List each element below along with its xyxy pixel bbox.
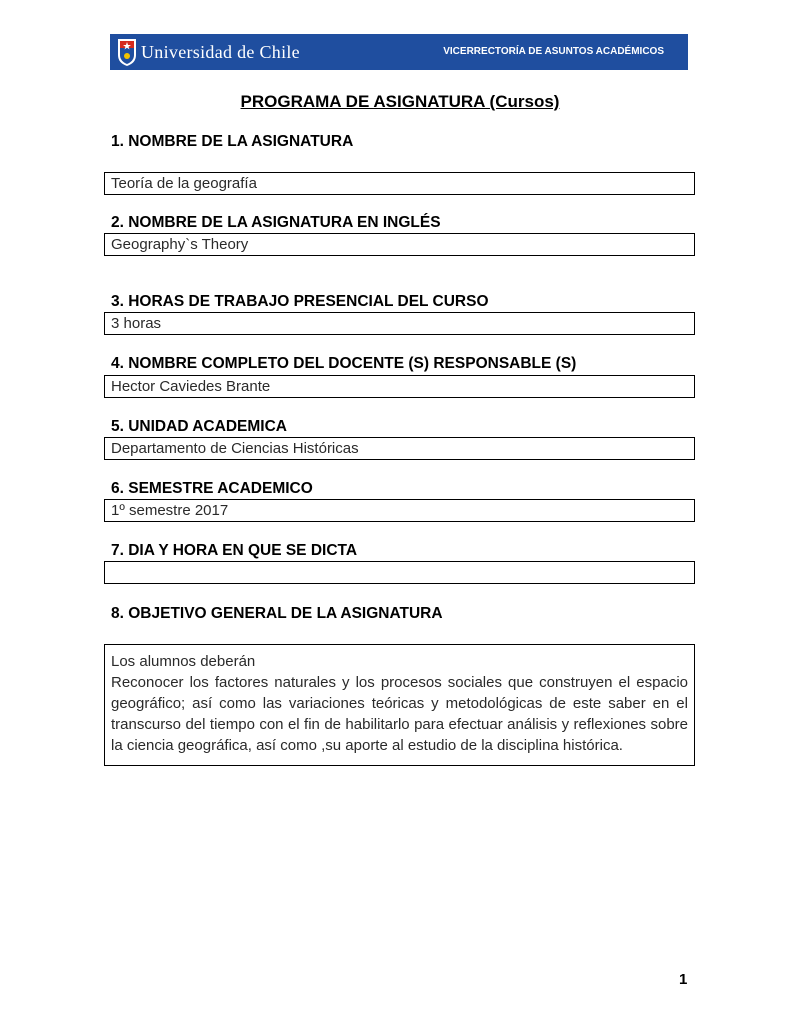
objective-intro: Los alumnos deberán <box>111 653 256 670</box>
section-heading-1: 1. NOMBRE DE LA ASIGNATURA <box>111 133 354 150</box>
section-heading-5: 5. UNIDAD ACADEMICA <box>111 418 287 435</box>
section-value-5: Departamento de Ciencias Históricas <box>104 437 695 460</box>
section-heading-7: 7. DIA Y HORA EN QUE SE DICTA <box>111 542 358 559</box>
section-heading-8: 8. OBJETIVO GENERAL DE LA ASIGNATURA <box>111 605 443 622</box>
objective-box <box>104 644 695 766</box>
section-value-7 <box>104 561 695 584</box>
page-number: 1 <box>679 971 688 988</box>
university-crest-icon <box>116 37 138 67</box>
page-title: PROGRAMA DE ASIGNATURA (Cursos) <box>240 92 560 111</box>
section-value-3: 3 horas <box>104 312 695 335</box>
section-value-4: Hector Caviedes Brante <box>104 375 695 398</box>
section-value-1: Teoría de la geografía <box>104 172 695 195</box>
section-value-6: 1º semestre 2017 <box>104 499 695 522</box>
vicerrectoria-label: VICERRECTORÍA DE ASUNTOS ACADÉMICOS <box>443 46 664 57</box>
section-heading-3: 3. HORAS DE TRABAJO PRESENCIAL DEL CURSO <box>111 293 489 310</box>
section-value-2: Geography`s Theory <box>104 233 695 256</box>
section-heading-4: 4. NOMBRE COMPLETO DEL DOCENTE (S) RESPONSABLE (S) <box>111 355 577 372</box>
objective-text: Reconocer los factores naturales y los procesos sociales que construyen el espacio geográfico; así como las variaciones teóricas y metodológicas de este saber en el transcurso del tiempo con el fin de habilitarlo para efectuar análisis y reflexiones sobre la ciencia geográfica, así como ,su aporte al estudio de la disciplina histórica. <box>111 674 688 754</box>
header-banner <box>110 34 688 70</box>
section-heading-2: 2. NOMBRE DE LA ASIGNATURA EN INGLÉS <box>111 214 441 231</box>
section-heading-6: 6. SEMESTRE ACADEMICO <box>111 480 313 497</box>
university-name: Universidad de Chile <box>141 42 300 62</box>
